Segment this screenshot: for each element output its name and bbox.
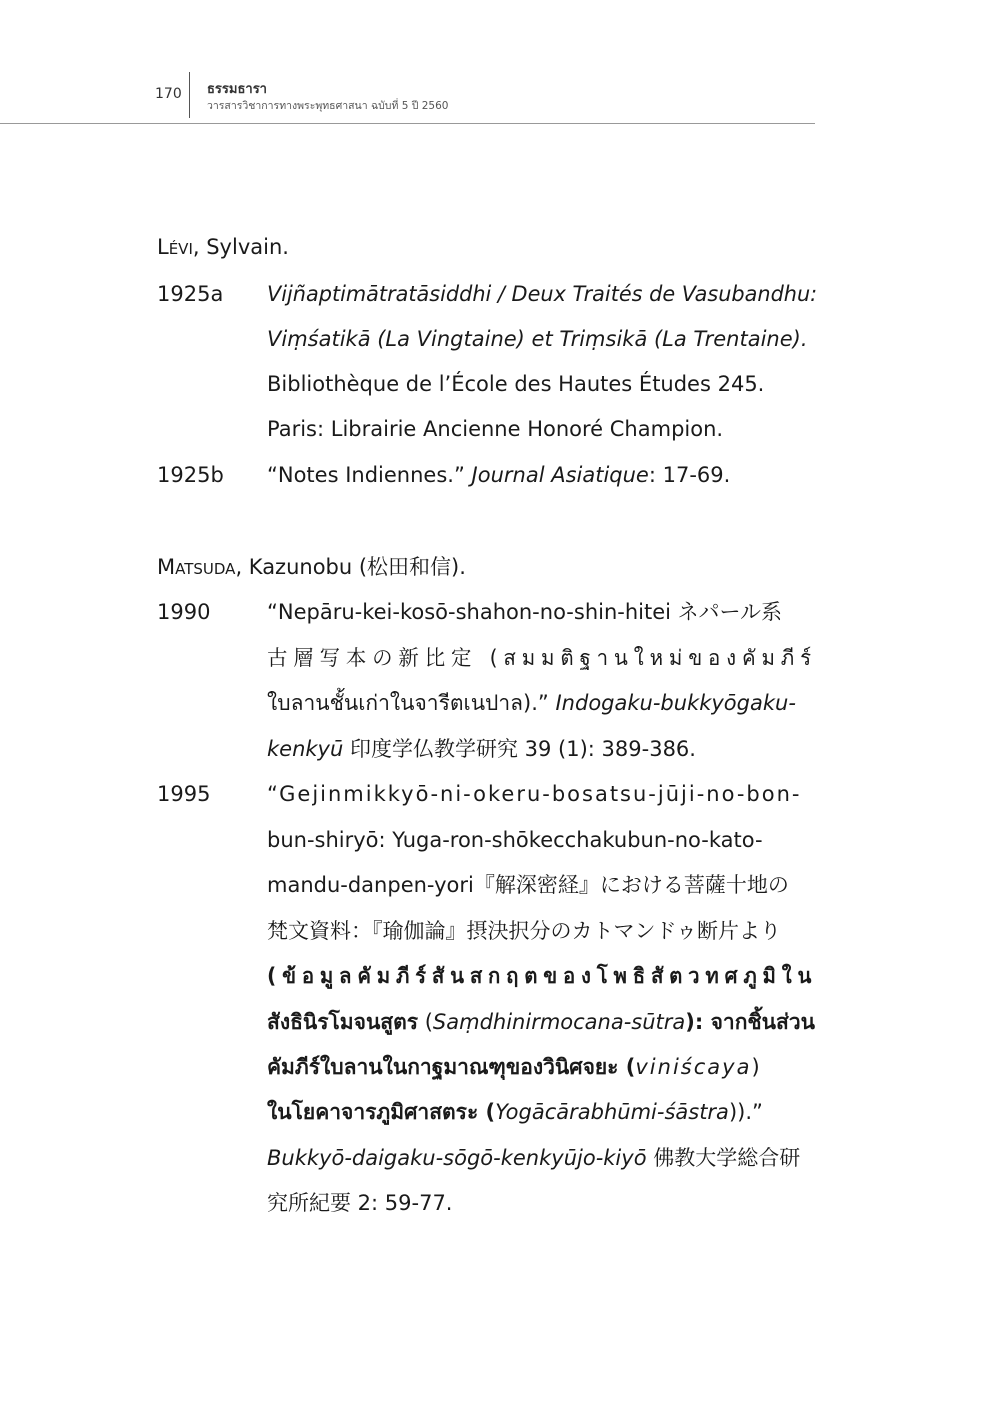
entry-year: 1925b (157, 463, 224, 487)
journal-details: 佛教大学総合研 (653, 1146, 801, 1170)
reference-line: “Nepāru-kei-kosō-shahon-no-shin-hitei ネパール系 (267, 600, 783, 624)
entry-year: 1990 (157, 600, 211, 624)
reference-line: 梵文資料：『瑜伽論』摂決択分のカトマンドゥ断片より (267, 919, 781, 943)
reference-line: Viṃśatikā (La Vingtaine) et Triṃsikā (La Trentaine). (267, 327, 808, 351)
page-header (0, 0, 1000, 130)
reference-line (267, 735, 696, 763)
thai-text: คัมภีร์ใบลานในกาฐมาณฑุของวินิศจยะ ( (267, 1055, 636, 1079)
author-given-name: , Kazunobu (松田和信). (235, 555, 466, 579)
thai-text: ): จากชิ้นส่วน (685, 1010, 815, 1034)
author-heading (157, 553, 466, 581)
thai-text: ใบลานชั้นเก่าในจารีตเนปาล).” (267, 691, 549, 715)
page-range: : 17-69. (648, 463, 731, 487)
entry-year: 1925a (157, 282, 224, 306)
punctuation: )).” (728, 1100, 763, 1124)
thai-text: ในโยคาจารภูมิศาสตระ ( (267, 1100, 496, 1124)
reference-line: สังธินิรโมจนสูตร (Saṃdhinirmocana-sūtra): จากชิ้นส่วน (267, 1010, 815, 1034)
article-title: “Notes Indiennes.” (267, 463, 465, 487)
author-heading (157, 233, 289, 261)
reference-line (267, 461, 730, 489)
reference-line: 古層写本の新比定 (สมมติฐานใหม่ของคัมภีร์ (267, 646, 817, 670)
journal-name: ธรรมธารา (207, 82, 267, 97)
journal-title: Bukkyō-daigaku-sōgō-kenkyūjo-kiyō (267, 1146, 647, 1170)
reference-line: mandu-danpen-yori『解深密経』における菩薩十地の (267, 873, 789, 897)
punctuation: ) (751, 1055, 760, 1079)
reference-line: (ข้อมูลคัมภีร์สันสกฤตของโพธิสัตวทศภูมิใน (267, 964, 818, 988)
reference-line: Vijñaptimātratāsiddhi / Deux Traités de Vasubandhu: (267, 282, 818, 306)
journal-title: Indogaku-bukkyōgaku- (555, 691, 796, 715)
author-surname: Matsuda (157, 555, 236, 579)
author-given-name: , Sylvain. (192, 235, 289, 259)
thai-text: สังธินิรโมจนสูตร (267, 1010, 419, 1034)
journal-title: kenkyū (267, 737, 344, 761)
page-number: 170 (155, 86, 182, 102)
reference-line (267, 689, 796, 717)
journal-title: Journal Asiatique (471, 463, 649, 487)
sanskrit-term: Yogācārabhūmi-śāstra (495, 1100, 729, 1124)
reference-line: Paris: Librairie Ancienne Honoré Champion. (267, 417, 724, 441)
header-rule (0, 123, 815, 124)
reference-line (267, 1098, 763, 1126)
entry-year: 1995 (157, 782, 211, 806)
journal-subtitle: วารสารวิชาการทางพระพุทธศาสนา ฉบับที่ 5 ปี 2560 (207, 100, 449, 112)
author-surname: Lévi (157, 235, 193, 259)
reference-line: “Gejinmikkyō-ni-okeru-bosatsu-jūji-no-bon- (267, 782, 802, 806)
sanskrit-term: viniścaya (635, 1055, 752, 1079)
header-divider (189, 72, 190, 118)
journal-details: 印度学仏教学研究 39 (1): 389-386. (349, 737, 696, 761)
reference-line: 究所紀要 2: 59-77. (267, 1191, 453, 1215)
reference-line: Bibliothèque de l’École des Hautes Études 245. (267, 372, 765, 396)
reference-line (267, 1144, 800, 1172)
reference-line: bun-shiryō: Yuga-ron-shōkecchakubun-no-kato- (267, 828, 763, 852)
reference-line (267, 1053, 760, 1081)
sutra-title: Saṃdhinirmocana-sūtra (432, 1010, 686, 1034)
